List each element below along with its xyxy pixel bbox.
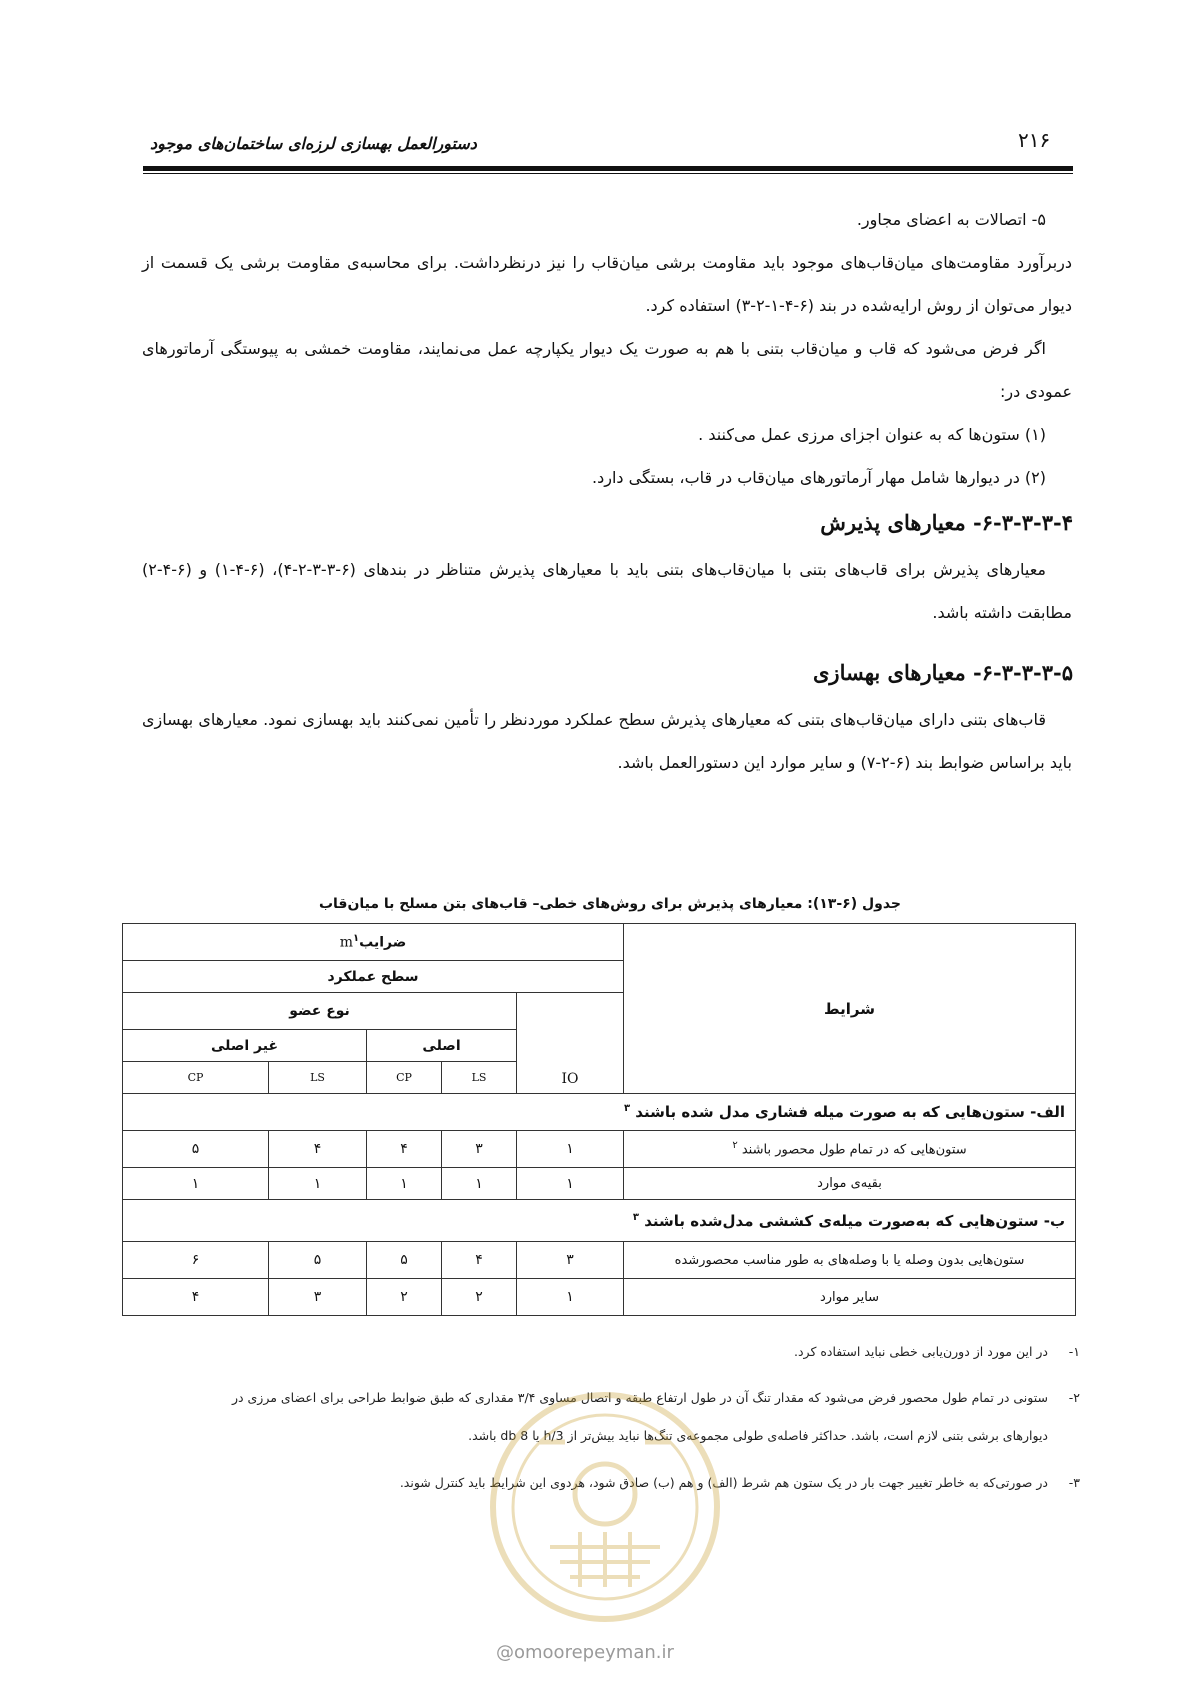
- row-condition: ستون‌هایی بدون وصله یا با وصله‌های به طور مناسب محصورشده: [624, 1242, 1076, 1279]
- paragraph-rehabilitation: قاب‌های بتنی دارای میان‌قاب‌های بتنی که معیارهای پذیرش سطح عملکرد موردنظر را تأمین نمی‌کنند باید بهسازی نمود. معیارهای بهسازی باید براساس ضوابط بند (۶-۲-۷) و سایر موارد این دستورالعمل باشد.: [142, 710, 1072, 772]
- header-member-type: نوع عضو: [123, 993, 517, 1030]
- footnote-ref: ۳: [623, 1103, 631, 1114]
- header-io: IO: [517, 993, 624, 1094]
- table-section-row: [123, 1094, 1076, 1131]
- header-conditions: شرایط: [624, 924, 1076, 1094]
- cell-io: ۱: [517, 1279, 624, 1316]
- paragraph-shear-strength: دربرآورد مقاومت‌های میان‌قاب‌های موجود باید مقاومت برشی میان‌قاب را نیز درنظرداشت. برای محاسبه‌ی مقاومت برشی یک قسمت از دیوار می‌توان از روش ارایه‌شده در بند (۶-۴-۱-۲-۳) استفاده کرد.: [142, 253, 1072, 315]
- header-rule-thin: [143, 173, 1073, 174]
- heading-acceptance-criteria: ۶-۳-۳-۳-۴- معیارهای پذیرش: [820, 510, 1073, 535]
- cell-primary-cp: ۵: [367, 1242, 442, 1279]
- paragraph-item-5: ۵- اتصالات به اعضای مجاور.: [856, 210, 1046, 229]
- cell-secondary-cp: ۵: [123, 1131, 269, 1168]
- acceptance-text: [142, 548, 1072, 634]
- footnote-ref: ۳: [632, 1211, 639, 1223]
- cell-secondary-cp: ۴: [123, 1279, 269, 1316]
- footnote-ref: ۲: [732, 1140, 738, 1152]
- table-header-row: [123, 924, 1076, 961]
- running-header-title: دستورالعمل بهسازی لرزه‌ای ساختمان‌های موجود: [150, 134, 477, 153]
- cell-secondary-ls: ۱: [269, 1168, 367, 1200]
- heading-rehabilitation-criteria: ۶-۳-۳-۳-۵- معیارهای بهسازی: [812, 660, 1073, 685]
- table-row: [123, 1131, 1076, 1168]
- table-section-row: [123, 1200, 1076, 1242]
- table-caption: جدول (۶-۱۳): معیارهای پذیرش برای روش‌های خطی– قاب‌های بتن مسلح با میان‌قاب: [318, 896, 902, 912]
- seal-watermark: [480, 1382, 730, 1632]
- header-secondary: غیر اصلی: [123, 1030, 367, 1062]
- row-condition: سایر موارد: [624, 1279, 1076, 1316]
- intro-text: [142, 198, 1072, 499]
- row-condition: [624, 1131, 1076, 1168]
- cell-primary-cp: ۱: [367, 1168, 442, 1200]
- paragraph-flexural-strength: اگر فرض می‌شود که قاب و میان‌قاب بتنی با هم به صورت یک دیوار یکپارچه عمل می‌نمایند، مقاومت خمشی به پیوستگی آرماتورهای عمودی در:: [142, 339, 1072, 401]
- section-b-title: [123, 1200, 1076, 1242]
- header-secondary-cp: CP: [123, 1062, 269, 1094]
- cell-primary-ls: ۴: [442, 1242, 517, 1279]
- cell-primary-ls: ۲: [442, 1279, 517, 1316]
- cell-io: ۱: [517, 1131, 624, 1168]
- footnote-ref: ۱: [353, 933, 360, 945]
- list-item-1: (۱) ستون‌ها که به عنوان اجزای مرزی عمل می‌کنند .: [698, 425, 1046, 444]
- header-secondary-ls: LS: [269, 1062, 367, 1094]
- footnote-number: ۳-: [1068, 1475, 1080, 1490]
- footnote-number: ۲-: [1068, 1390, 1080, 1405]
- paragraph-acceptance: معیارهای پذیرش برای قاب‌های بتنی با میان‌قاب‌های بتنی باید با معیارهای پذیرش متناظر در بندهای (۶-۳-۳-۲-۴)، (۶-۴-۱) و (۶-۴-۲) مطابقت داشته باشد.: [142, 560, 1072, 622]
- header-factors: [123, 924, 624, 961]
- cell-primary-ls: ۳: [442, 1131, 517, 1168]
- header-primary-cp: CP: [367, 1062, 442, 1094]
- site-watermark: @omoorepeyman.ir: [496, 1642, 674, 1663]
- cell-secondary-ls: ۴: [269, 1131, 367, 1168]
- header-factors-label: ضرایب: [359, 934, 407, 951]
- header-primary: اصلی: [367, 1030, 517, 1062]
- row-condition: بقیه‌ی موارد: [624, 1168, 1076, 1200]
- page-number: ۲۱۶: [1018, 128, 1051, 152]
- list-item-2: (۲) در دیوارها شامل مهار آرماتورهای میان‌قاب در قاب، بستگی دارد.: [592, 468, 1046, 487]
- acceptance-criteria-table: [122, 923, 1076, 1316]
- row-condition-label: ستون‌هایی که در تمام طول محصور باشند: [741, 1142, 967, 1158]
- cell-primary-cp: ۴: [367, 1131, 442, 1168]
- table-row: [123, 1168, 1076, 1200]
- section-b-label: ب- ستون‌هایی که به‌صورت میله‌ی کششی مدل‌شده باشند: [644, 1211, 1066, 1230]
- cell-secondary-cp: ۶: [123, 1242, 269, 1279]
- cell-secondary-cp: ۱: [123, 1168, 269, 1200]
- footnote-text: دیوارهای برشی بتنی لازم است، باشد. حداکثر فاصله‌ی طولی مجموعه‌ی تنگ‌ها نباید بیش‌تر از h/3 یا 8 db باشد.: [468, 1428, 1048, 1443]
- site-watermark-text: omoorepeyman.ir: [514, 1642, 674, 1663]
- footnote-text: در این مورد از دورن‌یابی خطی نباید استفاده کرد.: [794, 1344, 1048, 1359]
- rehab-text: [142, 698, 1072, 784]
- header-factors-symbol: m: [339, 934, 354, 951]
- header-primary-ls: LS: [442, 1062, 517, 1094]
- cell-io: ۳: [517, 1242, 624, 1279]
- header-performance-level: سطح عملکرد: [123, 961, 624, 993]
- table-row: [123, 1279, 1076, 1316]
- table-row: [123, 1242, 1076, 1279]
- footnote-text: ستونی در تمام طول محصور فرض می‌شود که مقدار تنگ آن در طول ارتفاع طبقه و اتصال مساوی ۳/۴ مقداری که طبق ضوابط طراحی برای اعضای مرزی در: [231, 1390, 1048, 1405]
- footnote-1: [140, 1344, 1080, 1359]
- section-a-title: [123, 1094, 1076, 1131]
- cell-secondary-ls: ۳: [269, 1279, 367, 1316]
- cell-secondary-ls: ۵: [269, 1242, 367, 1279]
- header-rule: [143, 166, 1073, 171]
- section-a-label: الف- ستون‌هایی که به صورت میله فشاری مدل شده باشند: [635, 1103, 1066, 1121]
- cell-primary-cp: ۲: [367, 1279, 442, 1316]
- footnote-text: در صورتی‌که به خاطر تغییر جهت بار در یک ستون هم شرط (الف) و هم (ب) صادق شود، هردوی این شرایط باید کنترل شوند.: [399, 1475, 1048, 1490]
- footnote-number: ۱-: [1068, 1344, 1080, 1359]
- cell-primary-ls: ۱: [442, 1168, 517, 1200]
- cell-io: ۱: [517, 1168, 624, 1200]
